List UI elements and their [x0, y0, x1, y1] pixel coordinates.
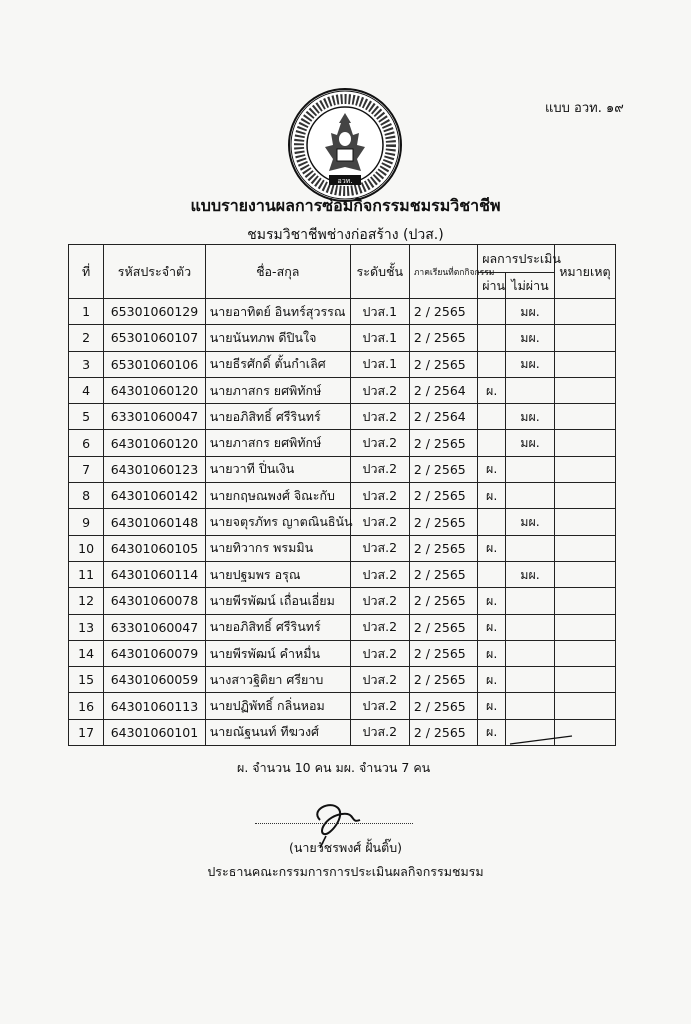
student-name-cell: นายภาสกร ยศพิทักษ์ [205, 377, 350, 403]
results-table [68, 244, 616, 746]
semester-cell: 2 / 2565 [409, 640, 477, 666]
fail-cell: มผ. [506, 430, 555, 456]
form-code: แบบ อวท. ๑๙ [545, 101, 624, 116]
note-cell [554, 404, 615, 430]
pass-cell: ผ. [478, 614, 506, 640]
student-id-cell: 64301060079 [104, 640, 206, 666]
table-row [69, 535, 616, 561]
pass-cell [478, 299, 506, 325]
student-name-cell: นายอภิสิทธิ์ ศรีรินทร์ [205, 614, 350, 640]
semester-cell: 2 / 2565 [409, 509, 477, 535]
student-id-cell: 64301060120 [104, 377, 206, 403]
level-cell: ปวส.2 [350, 719, 409, 745]
row-number: 12 [69, 588, 104, 614]
note-cell [554, 693, 615, 719]
semester-cell: 2 / 2565 [409, 299, 477, 325]
fail-cell: มผ. [506, 351, 555, 377]
student-id-cell: 64301060101 [104, 719, 206, 745]
pass-cell: ผ. [478, 693, 506, 719]
row-number: 2 [69, 325, 104, 351]
note-cell [554, 377, 615, 403]
fail-cell [506, 693, 555, 719]
student-id-cell: 64301060148 [104, 509, 206, 535]
level-cell: ปวส.2 [350, 430, 409, 456]
table-row [69, 667, 616, 693]
student-id-cell: 64301060105 [104, 535, 206, 561]
semester-cell: 2 / 2565 [409, 535, 477, 561]
level-cell: ปวส.2 [350, 404, 409, 430]
semester-cell: 2 / 2565 [409, 351, 477, 377]
note-cell [554, 561, 615, 587]
pass-cell: ผ. [478, 719, 506, 745]
level-cell: ปวส.2 [350, 456, 409, 482]
note-cell [554, 614, 615, 640]
semester-cell: 2 / 2565 [409, 456, 477, 482]
row-number: 4 [69, 377, 104, 403]
note-cell [554, 483, 615, 509]
row-number: 6 [69, 430, 104, 456]
student-id-cell: 63301060047 [104, 614, 206, 640]
pass-cell: ผ. [478, 377, 506, 403]
fail-cell: มผ. [506, 561, 555, 587]
fail-cell [506, 483, 555, 509]
fail-cell: มผ. [506, 404, 555, 430]
student-name-cell: นายทิวากร พรมมิน [205, 535, 350, 561]
row-number: 17 [69, 719, 104, 745]
level-cell: ปวส.1 [350, 299, 409, 325]
signer-name: (นายวัชรพงศ์ ฝั้นติ๊บ) [288, 840, 403, 855]
pass-cell: ผ. [478, 483, 506, 509]
col-header-fail: ไม่ผ่าน [506, 273, 555, 299]
table-row [69, 351, 616, 377]
fail-cell [506, 614, 555, 640]
row-number: 5 [69, 404, 104, 430]
closing-stroke [510, 735, 572, 745]
level-cell: ปวส.2 [350, 535, 409, 561]
level-cell: ปวส.2 [350, 640, 409, 666]
pass-cell: ผ. [478, 640, 506, 666]
note-cell [554, 430, 615, 456]
level-cell: ปวส.2 [350, 614, 409, 640]
level-cell: ปวส.2 [350, 693, 409, 719]
row-number: 9 [69, 509, 104, 535]
pass-cell [478, 325, 506, 351]
level-cell: ปวส.2 [350, 483, 409, 509]
student-id-cell: 65301060107 [104, 325, 206, 351]
student-id-cell: 64301060123 [104, 456, 206, 482]
row-number: 10 [69, 535, 104, 561]
note-cell [554, 325, 615, 351]
note-cell [554, 588, 615, 614]
signer-position: ประธานคณะกรรมการการประเมินผลกิจกรรมชมรม [207, 864, 484, 879]
row-number: 16 [69, 693, 104, 719]
table-row [69, 483, 616, 509]
row-number: 15 [69, 667, 104, 693]
result-summary: ผ. จำนวน 10 คน มผ. จำนวน 7 คน [237, 760, 431, 775]
student-id-cell: 63301060047 [104, 404, 206, 430]
note-cell [554, 509, 615, 535]
note-cell [554, 299, 615, 325]
row-number: 11 [69, 561, 104, 587]
col-header-result: ผลการประเมิน [478, 245, 555, 273]
pass-cell: ผ. [478, 667, 506, 693]
row-number: 8 [69, 483, 104, 509]
row-number: 3 [69, 351, 104, 377]
student-name-cell: นายกฤษณพงศ์ จิณะกับ [205, 483, 350, 509]
student-id-cell: 65301060106 [104, 351, 206, 377]
table-row [69, 456, 616, 482]
table-row [69, 561, 616, 587]
level-cell: ปวส.2 [350, 509, 409, 535]
semester-cell: 2 / 2565 [409, 561, 477, 587]
col-header-name: ชื่อ-สกุล [205, 245, 350, 299]
student-name-cell: นายจตุรภัทร ญาตณินธินัน [205, 509, 350, 535]
table-row [69, 299, 616, 325]
fail-cell [506, 588, 555, 614]
student-name-cell: นายภาสกร ยศพิทักษ์ [205, 430, 350, 456]
note-cell [554, 667, 615, 693]
pass-cell [478, 509, 506, 535]
row-number: 13 [69, 614, 104, 640]
table-row [69, 614, 616, 640]
student-name-cell: นายอภิสิทธิ์ ศรีรินทร์ [205, 404, 350, 430]
col-header-note: หมายเหตุ [554, 245, 615, 299]
student-id-cell: 64301060142 [104, 483, 206, 509]
pass-cell [478, 351, 506, 377]
pass-cell: ผ. [478, 588, 506, 614]
col-header-semester: ภาคเรียนที่ตกกิจกรรม [409, 245, 477, 299]
fail-cell [506, 667, 555, 693]
student-name-cell: นายวาที ปิ่นเงิน [205, 456, 350, 482]
note-cell [554, 351, 615, 377]
semester-cell: 2 / 2565 [409, 483, 477, 509]
table-row [69, 430, 616, 456]
level-cell: ปวส.2 [350, 561, 409, 587]
club-subtitle: ชมรมวิชาชีพช่างก่อสร้าง (ปวส.) [247, 227, 444, 243]
note-cell [554, 456, 615, 482]
semester-cell: 2 / 2565 [409, 588, 477, 614]
fail-cell [506, 535, 555, 561]
student-name-cell: นายปฐมพร อรุณ [205, 561, 350, 587]
row-number: 1 [69, 299, 104, 325]
level-cell: ปวส.2 [350, 588, 409, 614]
student-id-cell: 64301060078 [104, 588, 206, 614]
table-row [69, 509, 616, 535]
level-cell: ปวส.2 [350, 377, 409, 403]
semester-cell: 2 / 2565 [409, 719, 477, 745]
semester-cell: 2 / 2565 [409, 430, 477, 456]
student-name-cell: นายพีรพัฒน์ คำหมื่น [205, 640, 350, 666]
table-row [69, 377, 616, 403]
table-row [69, 404, 616, 430]
table-row [69, 588, 616, 614]
student-id-cell: 65301060129 [104, 299, 206, 325]
semester-cell: 2 / 2565 [409, 667, 477, 693]
col-header-student-id: รหัสประจำตัว [104, 245, 206, 299]
student-id-cell: 64301060120 [104, 430, 206, 456]
student-name-cell: นางสาวฐิติยา ศรียาบ [205, 667, 350, 693]
student-name-cell: นายพีรพัฒน์ เถื่อนเอี่ยม [205, 588, 350, 614]
semester-cell: 2 / 2564 [409, 404, 477, 430]
fail-cell [506, 456, 555, 482]
semester-cell: 2 / 2565 [409, 693, 477, 719]
student-id-cell: 64301060114 [104, 561, 206, 587]
student-name-cell: นายปฏิพัทธิ์ กลิ่นหอม [205, 693, 350, 719]
student-name-cell: นายธีรศักดิ์ ตั้นกำเลิศ [205, 351, 350, 377]
pass-cell [478, 404, 506, 430]
association-emblem-icon [287, 87, 403, 203]
pass-cell: ผ. [478, 535, 506, 561]
col-header-no: ที่ [69, 245, 104, 299]
note-cell [554, 535, 615, 561]
table-row [69, 693, 616, 719]
pass-cell [478, 561, 506, 587]
row-number: 14 [69, 640, 104, 666]
table-row [69, 640, 616, 666]
pass-cell: ผ. [478, 456, 506, 482]
fail-cell [506, 640, 555, 666]
level-cell: ปวส.1 [350, 325, 409, 351]
fail-cell [506, 377, 555, 403]
row-number: 7 [69, 456, 104, 482]
level-cell: ปวส.1 [350, 351, 409, 377]
student-name-cell: นายนันทภพ ดีปินใจ [205, 325, 350, 351]
pass-cell [478, 430, 506, 456]
fail-cell: มผ. [506, 299, 555, 325]
svg-text:อวท.: อวท. [337, 177, 353, 185]
student-id-cell: 64301060059 [104, 667, 206, 693]
report-title: แบบรายงานผลการซ่อมกิจกรรมชมรมวิชาชีพ [190, 196, 501, 215]
student-name-cell: นายอาทิตย์ อินทร์สุวรรณ [205, 299, 350, 325]
semester-cell: 2 / 2565 [409, 614, 477, 640]
signature-line [255, 823, 413, 824]
level-cell: ปวส.2 [350, 667, 409, 693]
semester-cell: 2 / 2564 [409, 377, 477, 403]
note-cell [554, 640, 615, 666]
table-row [69, 325, 616, 351]
semester-cell: 2 / 2565 [409, 325, 477, 351]
col-header-level: ระดับชั้น [350, 245, 409, 299]
col-header-pass: ผ่าน [478, 273, 506, 299]
student-id-cell: 64301060113 [104, 693, 206, 719]
student-name-cell: นายณัฐนนท์ ทีฆวงศ์ [205, 719, 350, 745]
fail-cell: มผ. [506, 509, 555, 535]
fail-cell: มผ. [506, 325, 555, 351]
